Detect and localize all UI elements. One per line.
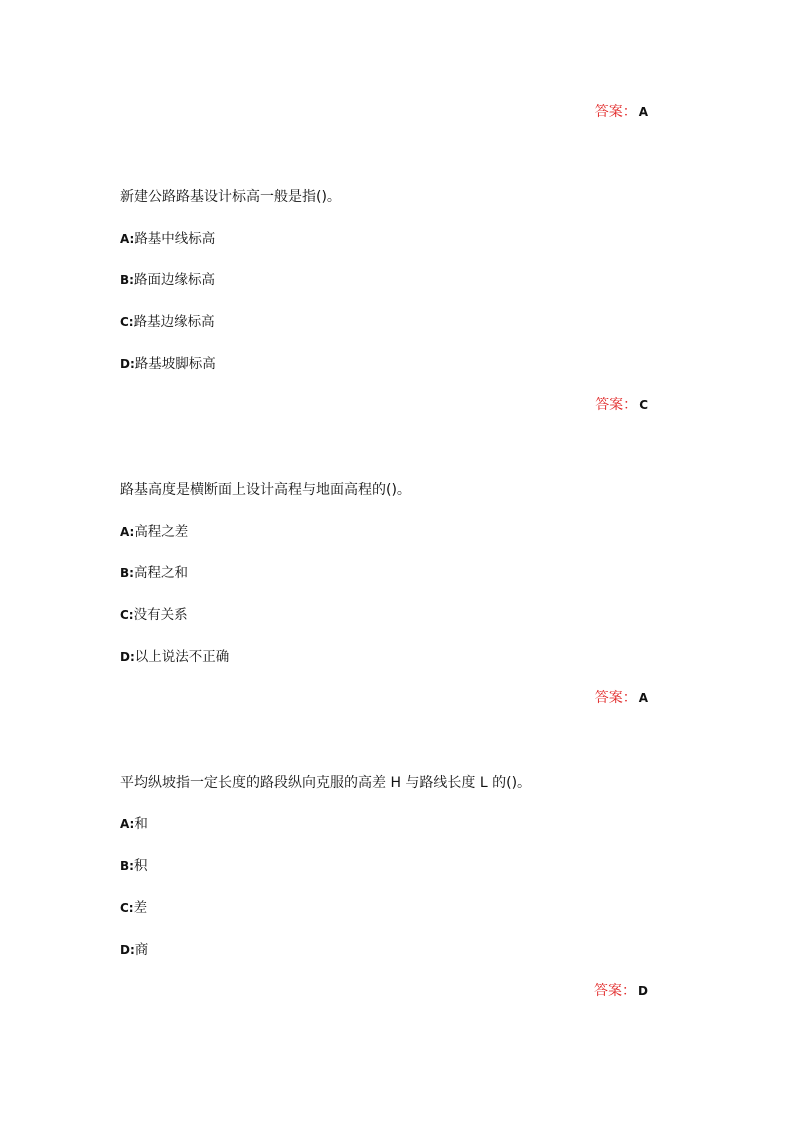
option-key: D: (120, 357, 135, 371)
answer-value: C (639, 398, 648, 412)
answer-label: 答案： (594, 104, 637, 120)
option-text: 差 (133, 900, 148, 916)
option-a (120, 815, 148, 833)
option-key: B: (120, 566, 134, 580)
question-stem: 平均纵坡指一定长度的路段纵向克服的高差 H 与路线长度 L 的()。 (120, 775, 532, 791)
option-d (120, 941, 148, 959)
option-text: 路面边缘标高 (133, 272, 215, 288)
answer-line (594, 982, 648, 1000)
answer-value: D (638, 984, 648, 998)
option-text: 高程之和 (133, 565, 188, 581)
option-a (120, 230, 215, 248)
option-d (120, 355, 216, 373)
option-b (120, 857, 147, 875)
option-text: 高程之差 (134, 524, 189, 540)
answer-label: 答案： (595, 397, 638, 413)
option-key: A: (120, 817, 135, 831)
option-key: C: (120, 901, 134, 915)
answer-line (595, 689, 648, 707)
option-text: 路基坡脚标高 (134, 356, 216, 372)
option-text: 路基中线标高 (134, 231, 216, 247)
option-text: 商 (134, 942, 149, 958)
option-d (120, 648, 229, 666)
answer-value: A (638, 105, 648, 119)
option-a (120, 523, 188, 541)
answer-value: A (638, 691, 648, 705)
option-key: A: (120, 525, 135, 539)
answer-line (595, 396, 648, 414)
answer-line (595, 103, 648, 121)
option-c (120, 606, 188, 624)
option-text: 以上说法不正确 (134, 649, 230, 665)
option-key: C: (120, 608, 134, 622)
option-key: A: (120, 232, 135, 246)
option-text: 没有关系 (133, 607, 188, 623)
option-key: C: (120, 315, 134, 329)
option-c (120, 313, 215, 331)
option-b (120, 564, 188, 582)
answer-label: 答案： (594, 983, 637, 999)
question-stem: 路基高度是横断面上设计高程与地面高程的()。 (120, 482, 411, 498)
question-stem: 新建公路路基设计标高一般是指()。 (120, 189, 341, 205)
option-c (120, 899, 147, 917)
answer-label: 答案： (594, 690, 637, 706)
option-text: 积 (133, 858, 148, 874)
option-b (120, 271, 215, 289)
option-text: 和 (134, 816, 148, 832)
option-key: D: (120, 943, 135, 957)
option-text: 路基边缘标高 (133, 314, 215, 330)
option-key: B: (120, 859, 134, 873)
option-key: D: (120, 650, 135, 664)
option-key: B: (120, 273, 134, 287)
